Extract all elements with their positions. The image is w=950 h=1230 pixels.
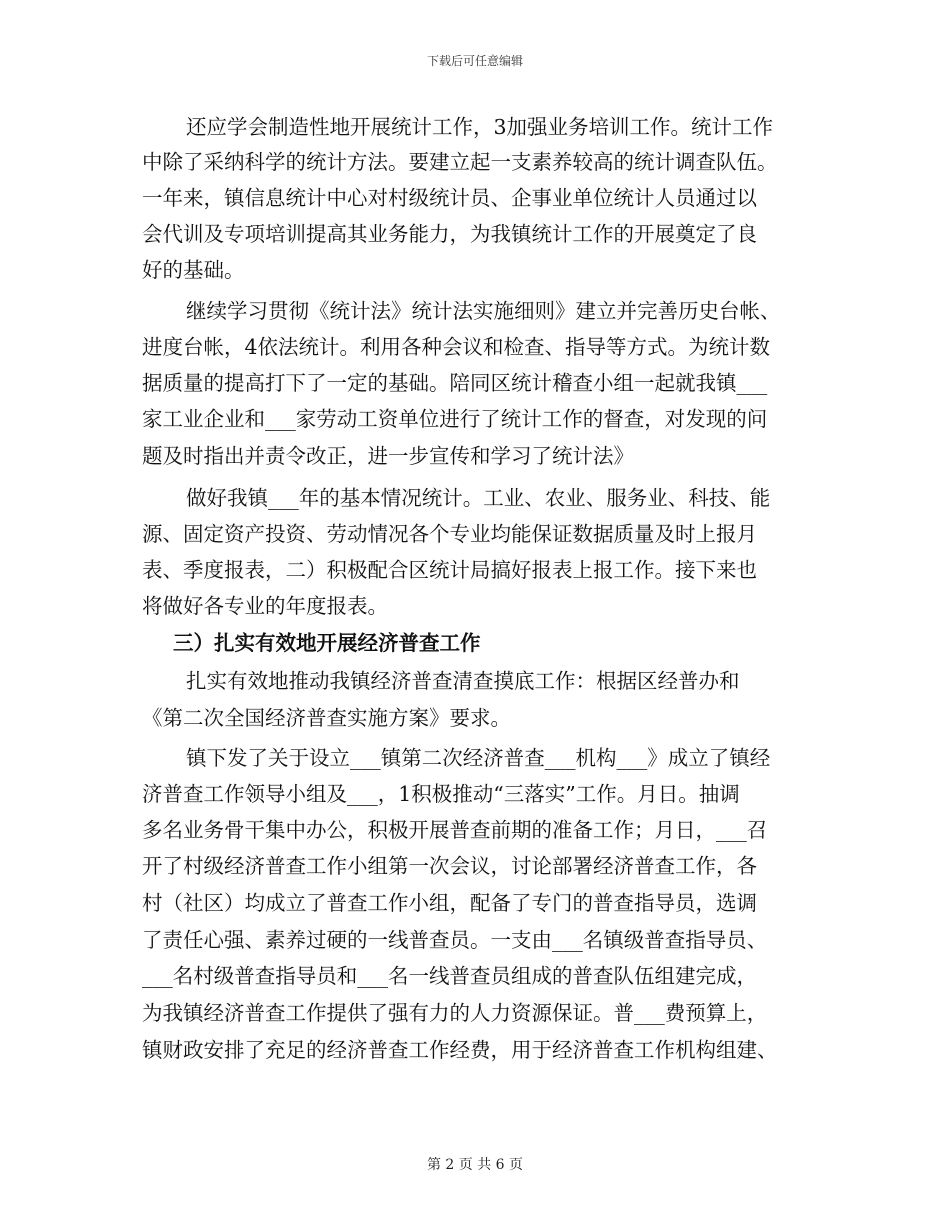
body-line: 村（社区）均成立了普查工作小组，配备了专门的普查指导员，选调 [142, 891, 757, 915]
body-line: 进度台帐，4依法统计。利用各种会议和检查、指导等方式。为统计数 [142, 335, 771, 359]
body-line: 开了村级经济普查工作小组第一次会议，讨论部署经济普查工作，各 [142, 854, 757, 878]
body-line: 了责任心强、素养过硬的一线普查员。一支由___名镇级普查指导员、 [142, 928, 768, 952]
body-line: 表、季度报表，二）积极配合区统计局搞好报表上报工作。接下来也 [142, 558, 757, 582]
body-line: ___名村级普查指导员和___名一线普查员组成的普查队伍组建完成， [142, 964, 757, 988]
body-line: 镇财政安排了充足的经济普查工作经费，用于经济普查工作机构组建、 [142, 1038, 778, 1062]
body-line: 家工业企业和___家劳动工资单位进行了统计工作的督查，对发现的问 [142, 407, 768, 431]
body-line: 中除了采纳科学的统计方法。要建立起一支素养较高的统计调查队伍。 [142, 150, 778, 174]
body-line: 镇下发了关于设立___镇第二次经济普查___机构___》成立了镇经 [186, 746, 771, 770]
body-line: 为我镇经济普查工作提供了强有力的人力资源保证。普___费预算上， [142, 1001, 768, 1025]
header-note: 下载后可任意编辑 [426, 54, 523, 68]
body-line: 多名业务骨干集中办公，积极开展普查前期的准备工作；月日，___召 [142, 818, 768, 842]
body-line: 济普查工作领导小组及___，1积极推动“三落实”工作。月日。抽调 [142, 782, 740, 806]
body-line: 据质量的提高打下了一定的基础。陪同区统计稽查小组一起就我镇___ [142, 371, 768, 395]
body-line: 源、固定资产投资、劳动情况各个专业均能保证数据质量及时上报月 [142, 522, 757, 546]
body-line: 会代训及专项培训提高其业务能力，为我镇统计工作的开展奠定了良 [142, 222, 757, 246]
body-line: 《第二次全国经济普查实施方案》要求。 [142, 706, 511, 730]
body-line: 好的基础。 [142, 258, 245, 282]
body-line: 继续学习贯彻《统计法》统计法实施细则》建立并完善历史台帐、 [186, 299, 781, 323]
body-line: 将做好各专业的年度报表。 [142, 594, 388, 618]
body-line: 一年来，镇信息统计中心对村级统计员、企事业单位统计人员通过以 [142, 186, 757, 210]
body-line: 题及时指出并责令改正，进一步宣传和学习了统计法》 [142, 444, 634, 468]
page-number: 第 2 页 共 6 页 [426, 1157, 524, 1173]
body-line: 还应学会制造性地开展统计工作，3加强业务培训工作。统计工作 [186, 115, 774, 139]
body-line: 扎实有效地推动我镇经济普查清查摸底工作：根据区经普办和 [186, 669, 740, 693]
body-line: 做好我镇___年的基本情况统计。工业、农业、服务业、科技、能 [186, 486, 771, 510]
section-heading: 三）扎实有效地开展经济普查工作 [173, 631, 481, 655]
